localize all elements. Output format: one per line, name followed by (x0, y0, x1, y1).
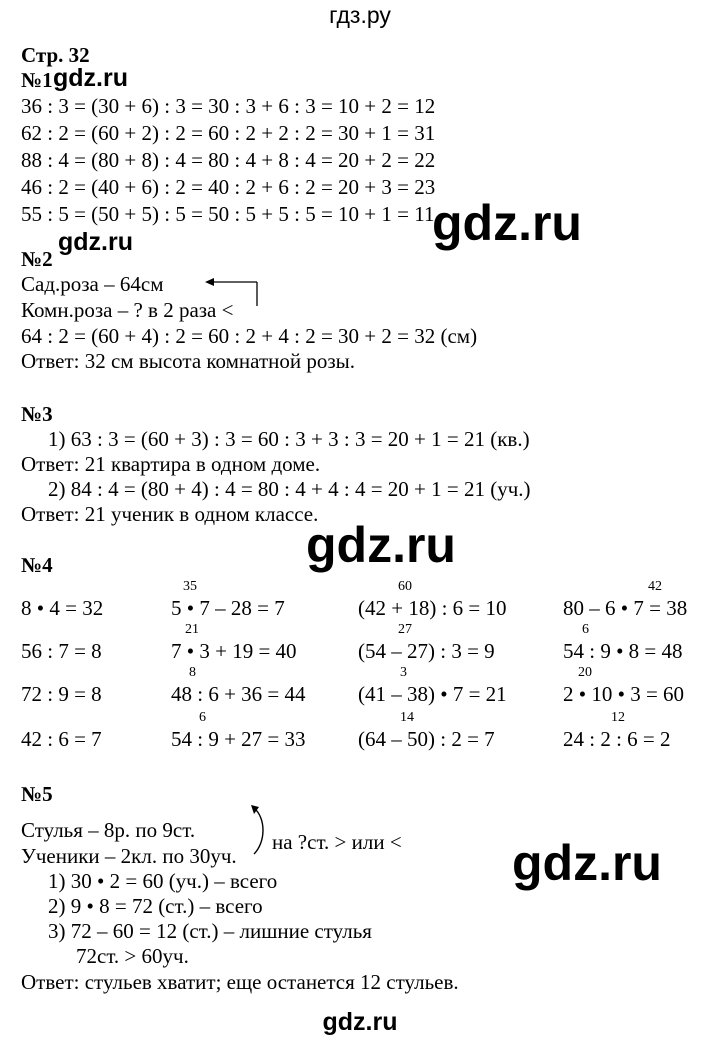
ex4-expression: (42 + 18) : 6 = 10 (358, 596, 507, 620)
ex5-step: 1) 30 • 2 = 60 (уч.) – всего (48, 869, 278, 893)
ex5-line: Стулья – 8р. по 9ст. (21, 818, 196, 842)
intermediate-result: 20 (578, 665, 592, 680)
intermediate-result: 35 (183, 579, 197, 594)
ex4-expression: 80 – 6 • 7 = 38 (563, 596, 688, 620)
ex5-answer: Ответ: стульев хватит; еще останется 12 стульев. (21, 970, 459, 994)
watermark: gdz.ru (58, 228, 133, 256)
watermark: gdz.ru (306, 517, 456, 573)
ex4-expression: 2 • 10 • 3 = 60 (563, 682, 685, 706)
site-header: гдз.ру (329, 2, 391, 28)
ex5-line: Ученики – 2кл. по 30уч. (21, 844, 237, 868)
ex4-expression: 54 : 9 + 27 = 33 (171, 727, 306, 751)
ex2-calc: 64 : 2 = (60 + 4) : 2 = 60 : 2 + 4 : 2 = 30 + 2 = 32 (см) (21, 324, 478, 348)
ex4-expression: 24 : 2 : 6 = 2 (563, 727, 671, 751)
ex1-line: 62 : 2 = (60 + 2) : 2 = 60 : 2 + 2 : 2 = 30 + 1 = 31 (21, 121, 436, 145)
intermediate-result: 6 (199, 710, 206, 725)
ex5-step: 2) 9 • 8 = 72 (ст.) – всего (48, 894, 263, 918)
ex2-title: №2 (21, 247, 53, 271)
watermark: gdz.ru (322, 1008, 398, 1036)
intermediate-result: 12 (611, 710, 625, 725)
watermark: gdz.ru (432, 195, 582, 251)
intermediate-result: 14 (400, 710, 414, 725)
ex3-answer: Ответ: 21 квартира в одном доме. (21, 452, 321, 476)
ex4-expression: 5 • 7 – 28 = 7 (171, 596, 285, 620)
ex5-step: 3) 72 – 60 = 12 (ст.) – лишние стулья (48, 919, 372, 943)
ex4-title: №4 (21, 553, 53, 577)
ex4-expression: 48 : 6 + 36 = 44 (171, 682, 306, 706)
page-label: Стр. 32 (21, 43, 90, 67)
ex1-line: 55 : 5 = (50 + 5) : 5 = 50 : 5 + 5 : 5 = 10 + 1 = 11 (21, 202, 435, 226)
intermediate-result: 21 (185, 622, 199, 637)
ex2-line: Сад.роза – 64см (21, 272, 164, 296)
ex1-line: 88 : 4 = (80 + 8) : 4 = 80 : 4 + 8 : 4 = 20 + 2 = 22 (21, 148, 436, 172)
ex2-answer: Ответ: 32 см высота комнатной розы. (21, 349, 356, 373)
ex5-title: №5 (21, 782, 53, 806)
ex4-expression: 54 : 9 • 8 = 48 (563, 639, 683, 663)
ex4-expression: (41 – 38) • 7 = 21 (358, 682, 507, 706)
watermark: gdz.ru (53, 64, 128, 92)
ex4-expression: 72 : 9 = 8 (21, 682, 102, 706)
ex4-expression: 56 : 7 = 8 (21, 639, 102, 663)
ex4-expression: 7 • 3 + 19 = 40 (171, 639, 297, 663)
ex4-expression: (54 – 27) : 3 = 9 (358, 639, 495, 663)
ex3-title: №3 (21, 402, 53, 426)
ex4-expression: (64 – 50) : 2 = 7 (358, 727, 495, 751)
comparison-brace-arrow (250, 804, 274, 858)
ex2-line: Комн.роза – ? в 2 раза < (21, 298, 234, 322)
ex5-compare: 72ст. > 60уч. (76, 944, 189, 968)
intermediate-result: 42 (648, 579, 662, 594)
ex1-line: 46 : 2 = (40 + 6) : 2 = 40 : 2 + 6 : 2 = 20 + 3 = 23 (21, 175, 436, 199)
intermediate-result: 8 (189, 665, 196, 680)
ex3-step: 1) 63 : 3 = (60 + 3) : 3 = 60 : 3 + 3 : 3 = 20 + 1 = 21 (кв.) (48, 427, 530, 451)
intermediate-result: 6 (582, 622, 589, 637)
watermark: gdz.ru (512, 835, 662, 891)
ex4-expression: 42 : 6 = 7 (21, 727, 102, 751)
ex1-title: №1 (21, 68, 53, 92)
intermediate-result: 27 (398, 622, 412, 637)
ex3-answer: Ответ: 21 ученик в одном классе. (21, 502, 319, 526)
intermediate-result: 3 (400, 665, 407, 680)
intermediate-result: 60 (398, 579, 412, 594)
ex5-question: на ?ст. > или < (272, 830, 402, 854)
ex4-expression: 8 • 4 = 32 (21, 596, 104, 620)
ex3-step: 2) 84 : 4 = (80 + 4) : 4 = 80 : 4 + 4 : 4 = 20 + 1 = 21 (уч.) (48, 477, 531, 501)
ex1-line: 36 : 3 = (30 + 6) : 3 = 30 : 3 + 6 : 3 = 10 + 2 = 12 (21, 94, 436, 118)
